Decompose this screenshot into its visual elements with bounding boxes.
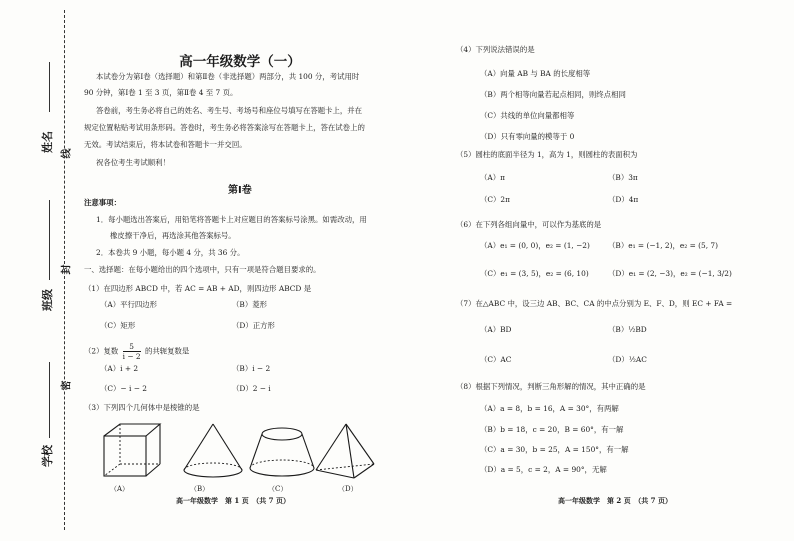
section-title: 第Ⅰ卷 — [228, 185, 252, 196]
intro-line-4: 规定位置粘贴考试用条形码。答卷时，考生务必将答案涂写在答题卡上，答在试卷上的 — [84, 123, 365, 132]
notes-heading: 注意事项： — [84, 198, 121, 207]
q4-option-c: （C）共线的单位向量都相等 — [480, 111, 575, 120]
q3-label-d: （D） — [338, 485, 358, 493]
name-blank-line — [49, 62, 50, 112]
q2-option-a: （A）i + 2 — [100, 364, 139, 373]
q1-option-d: （D）正方形 — [232, 321, 275, 330]
seal-char-line: 线 — [58, 149, 73, 159]
q3-stem: （3）下列四个几何体中是棱锥的是 — [84, 403, 200, 412]
cone-figure — [178, 420, 248, 482]
seal-char-secret: 密 — [58, 381, 73, 391]
page1-footer: 高一年级数学 第 1 页 （共 7 页） — [176, 496, 290, 505]
q6-option-c: （C）e₁ = (3, 5)，e₂ = (6, 10) — [480, 269, 589, 278]
intro-line-6: 祝各位考生考试顺利！ — [96, 158, 170, 167]
school-blank-line — [49, 362, 50, 438]
q5-option-d: （D）4π — [608, 195, 639, 204]
intro-line-5: 无效。考试结束后，将本试卷和答题卡一并交回。 — [84, 140, 247, 149]
q8-option-a: （A）a = 8，b = 16，A = 30°，有两解 — [480, 404, 619, 413]
q7-option-a: （A）BD — [480, 325, 512, 334]
intro-line-1: 本试卷分为第Ⅰ卷（选择题）和第Ⅱ卷（非选择题）两部分，共 100 分，考试用时 — [96, 72, 360, 81]
q6-stem: （6）在下列各组向量中，可以作为基底的是 — [456, 220, 602, 229]
q7-option-c: （C）AC — [480, 355, 512, 364]
q1-option-b: （B）菱形 — [232, 300, 267, 309]
school-label: 学校 — [41, 445, 54, 467]
note-1: 1．每小题选出答案后，用铅笔将答题卡上对应题目的答案标号涂黑。如需改动，用 — [96, 215, 367, 224]
note-1-cont: 橡皮擦干净后，再选涂其他答案标号。 — [110, 231, 236, 240]
seal-char-seal: 封 — [58, 265, 73, 275]
pyramid-figure — [310, 420, 380, 482]
q2-numerator: 5 — [123, 342, 141, 352]
q6-option-b: （B）e₁ = (−1, 2)，e₂ = (5, 7) — [608, 241, 718, 250]
q8-stem: （8）根据下列情况，判断三角形解的情况，其中正确的是 — [456, 382, 646, 391]
q4-option-b: （B）两个相等向量若起点相同，则终点相同 — [480, 90, 626, 99]
q5-option-c: （C）2π — [480, 195, 510, 204]
q7-option-d: （D）½AC — [608, 355, 647, 364]
q2-fraction — [123, 342, 141, 361]
class-label: 班级 — [41, 289, 54, 311]
q2-stem-prefix: （2）复数 — [84, 346, 119, 356]
q7-stem: （7）在△ABC 中，设三边 AB、BC、CA 的中点分别为 E、F、D，则 EC + FA = — [456, 299, 733, 308]
q2-option-c: （C）− i − 2 — [100, 384, 147, 393]
q4-option-d: （D）只有零向量的模等于 0 — [480, 132, 575, 141]
page2-footer: 高一年级数学 第 2 页 （共 7 页） — [558, 496, 672, 505]
page-title: 高一年级数学（一） — [179, 54, 301, 70]
q8-option-d: （D）a = 5，c = 2，A = 90°，无解 — [480, 465, 607, 474]
cube-figure — [98, 420, 168, 480]
binding-margin — [0, 0, 73, 541]
q2-option-b: （B）i − 2 — [232, 364, 271, 373]
q3-label-b: （B） — [190, 485, 210, 493]
q4-stem: （4）下列说法错误的是 — [456, 45, 535, 54]
q6-option-a: （A）e₁ = (0, 0)，e₂ = (1, −2) — [480, 241, 590, 250]
q3-label-a: （A） — [110, 485, 130, 493]
q3-label-c: （C） — [268, 485, 288, 493]
q1-stem: （1）在四边形 ABCD 中，若 AC = AB + AD，则四边形 ABCD 是 — [84, 284, 312, 293]
q2-stem-suffix: 的共轭复数是 — [144, 346, 190, 356]
intro-line-2: 90 分钟，第Ⅰ卷 1 至 3 页，第Ⅱ卷 4 至 7 页。 — [84, 88, 238, 97]
q5-option-a: （A）π — [480, 173, 505, 182]
part-one-heading: 一、选择题：在每小题给出的四个选项中，只有一项是符合题目要求的。 — [84, 265, 321, 274]
name-label: 姓名 — [41, 131, 54, 153]
note-2: 2．本卷共 9 小题，每小题 4 分，共 36 分。 — [96, 248, 245, 257]
q5-option-b: （B）3π — [608, 173, 638, 182]
intro-line-3: 答卷前，考生务必将自己的姓名、考生号、考场号和座位号填写在答题卡上，并在 — [96, 106, 363, 115]
q5-stem: （5）圆柱的底面半径为 1，高为 1，则圆柱的表面积为 — [456, 150, 638, 159]
q1-option-c: （C）矩形 — [100, 321, 136, 330]
class-blank-line — [49, 200, 50, 280]
q8-option-b: （B）b = 18，c = 20，B = 60°，有一解 — [480, 425, 624, 434]
q6-option-d: （D）e₁ = (2, −3)，e₂ = (−1, 3/2) — [608, 269, 732, 278]
q4-option-a: （A）向量 AB 与 BA 的长度相等 — [480, 69, 591, 78]
q2-stem — [84, 342, 189, 361]
q8-option-c: （C）a = 30，b = 25，A = 150°，有一解 — [480, 445, 629, 454]
q2-denominator: i − 2 — [122, 352, 141, 361]
q1-option-a: （A）平行四边形 — [100, 300, 158, 309]
q7-option-b: （B）½BD — [608, 325, 647, 334]
q2-option-d: （D）2 − i — [232, 384, 271, 393]
